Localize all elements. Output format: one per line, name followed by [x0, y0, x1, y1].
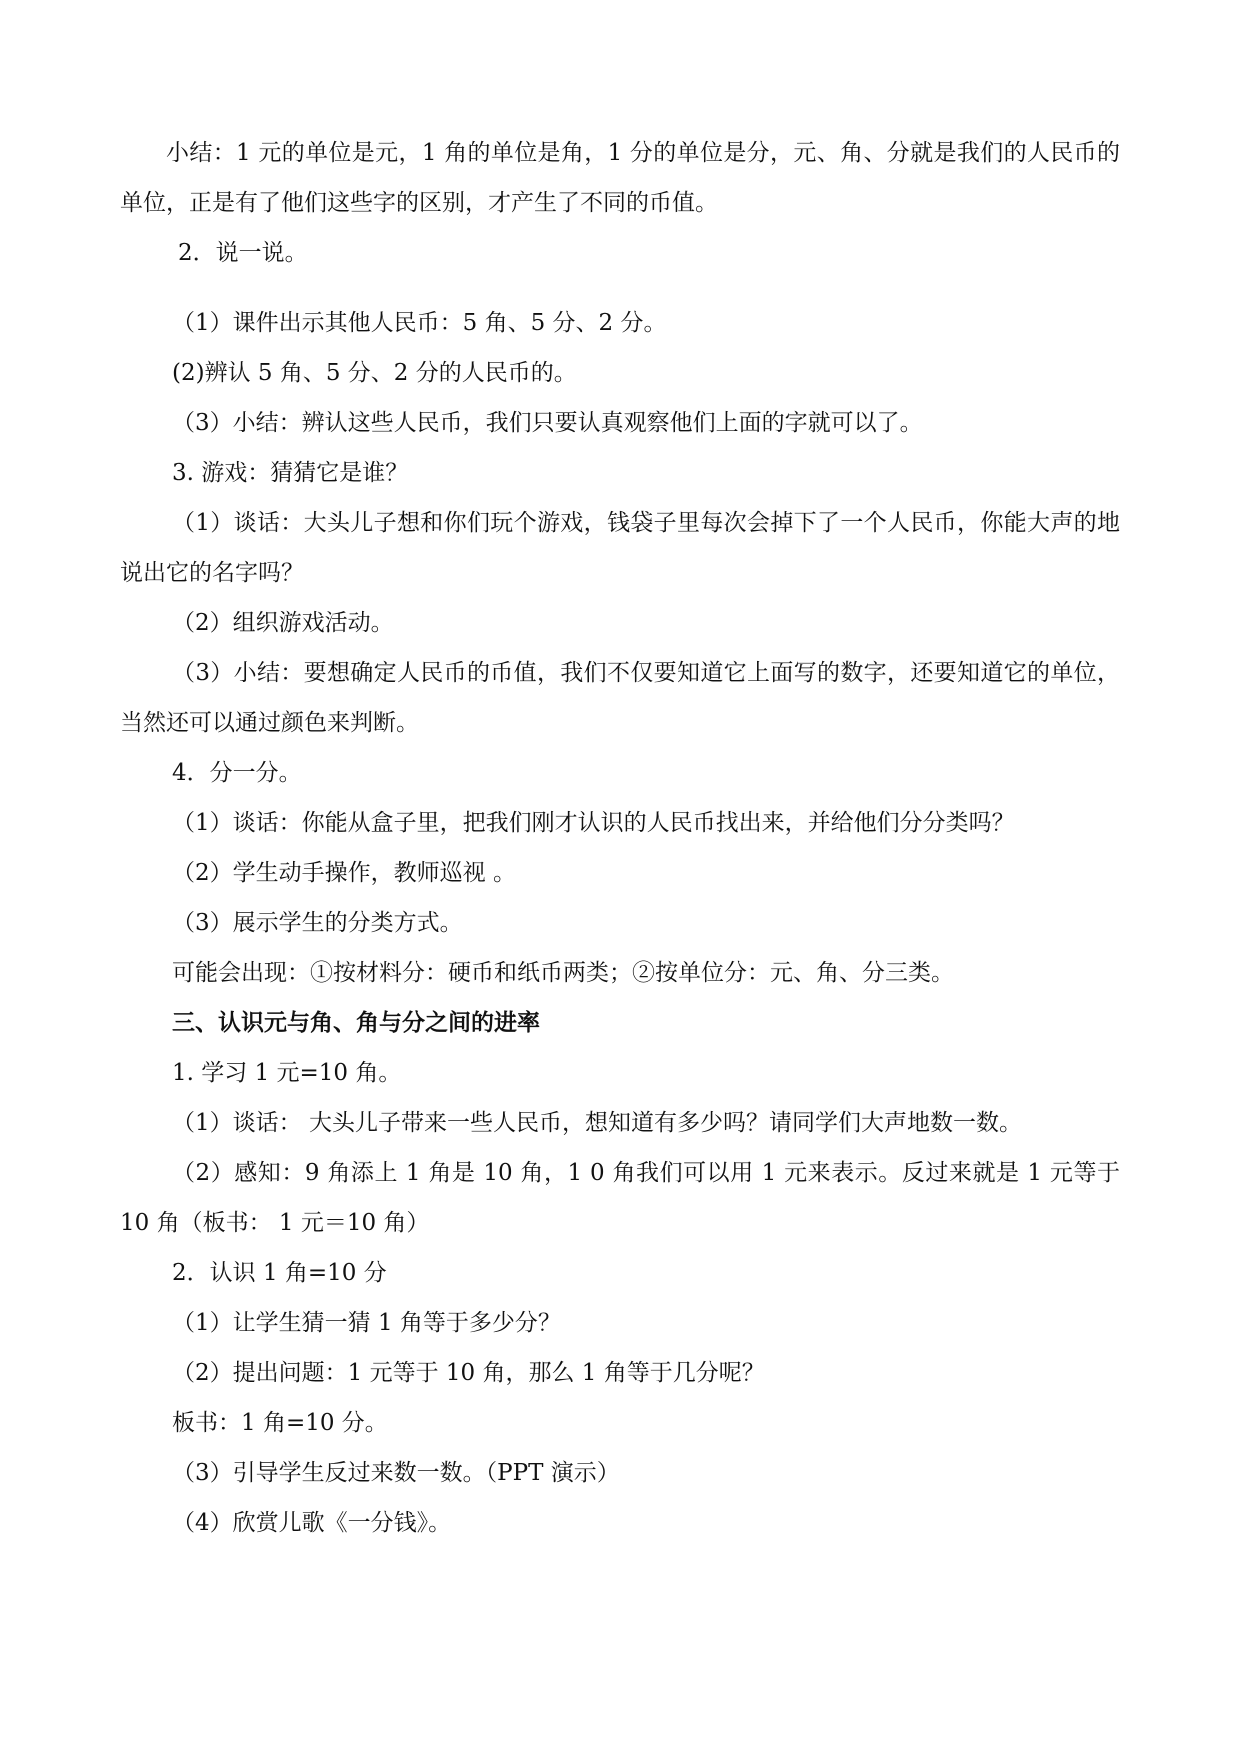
list-item: （3）展示学生的分类方式。	[172, 910, 463, 936]
list-item: 可能会出现：①按材料分：硬币和纸币两类；②按单位分：元、角、分三类。	[172, 960, 954, 986]
section-3-heading: 3. 游戏：猜猜它是谁？	[172, 460, 409, 486]
list-item: （2）提出问题：1 元等于 10 角，那么 1 角等于几分呢？	[172, 1360, 765, 1386]
list-item: （2）学生动手操作，教师巡视 。	[172, 860, 516, 886]
list-item: （2）感知：9 角添上 1 角是 10 角，1 0 角我们可以用 1 元来表示。反过来就是 1 元等于 10 角（板书： 1 元＝10 角）	[120, 1160, 1120, 1236]
list-item: （1）让学生猜一猜 1 角等于多少分？	[172, 1310, 561, 1336]
list-item: （1）谈话：你能从盒子里，把我们刚才认识的人民币找出来，并给他们分分类吗？	[172, 810, 1015, 836]
document-body	[120, 128, 1120, 1548]
list-item: （1）谈话：大头儿子想和你们玩个游戏，钱袋子里每次会掉下了一个人民币，你能大声的地说出它的名字吗？	[120, 510, 1120, 586]
section-2b-heading: 2．认识 1 角=10 分	[172, 1260, 387, 1286]
list-item: （1）课件出示其他人民币：5 角、5 分、2 分。	[172, 310, 667, 336]
section-1-heading: 1. 学习 1 元=10 角。	[172, 1060, 402, 1086]
section-2-heading: 2．说一说。	[178, 240, 308, 266]
list-item: （1）谈话： 大头儿子带来一些人民币，想知道有多少吗？请同学们大声地数一数。	[172, 1110, 1022, 1136]
list-item: （3）小结：辨认这些人民币，我们只要认真观察他们上面的字就可以了。	[172, 410, 923, 436]
section-4-heading: 4．分一分。	[172, 760, 302, 786]
chapter-heading: 三、认识元与角、角与分之间的进率	[172, 1010, 540, 1036]
list-item: (2)辨认 5 角、5 分、2 分的人民币的。	[172, 360, 577, 386]
list-item: （2）组织游戏活动。	[172, 610, 394, 636]
list-item: （3）小结：要想确定人民币的币值，我们不仅要知道它上面写的数字，还要知道它的单位，当然还可以通过颜色来判断。	[120, 660, 1120, 736]
board-note: 板书：1 角=10 分。	[172, 1410, 388, 1436]
list-item: （4）欣赏儿歌《一分钱》。	[172, 1510, 452, 1536]
list-item: （3）引导学生反过来数一数。（PPT 演示）	[172, 1460, 620, 1486]
summary-paragraph: 小结：1 元的单位是元，1 角的单位是角，1 分的单位是分，元、角、分就是我们的人民币的单位，正是有了他们这些字的区别，才产生了不同的币值。	[120, 140, 1120, 216]
